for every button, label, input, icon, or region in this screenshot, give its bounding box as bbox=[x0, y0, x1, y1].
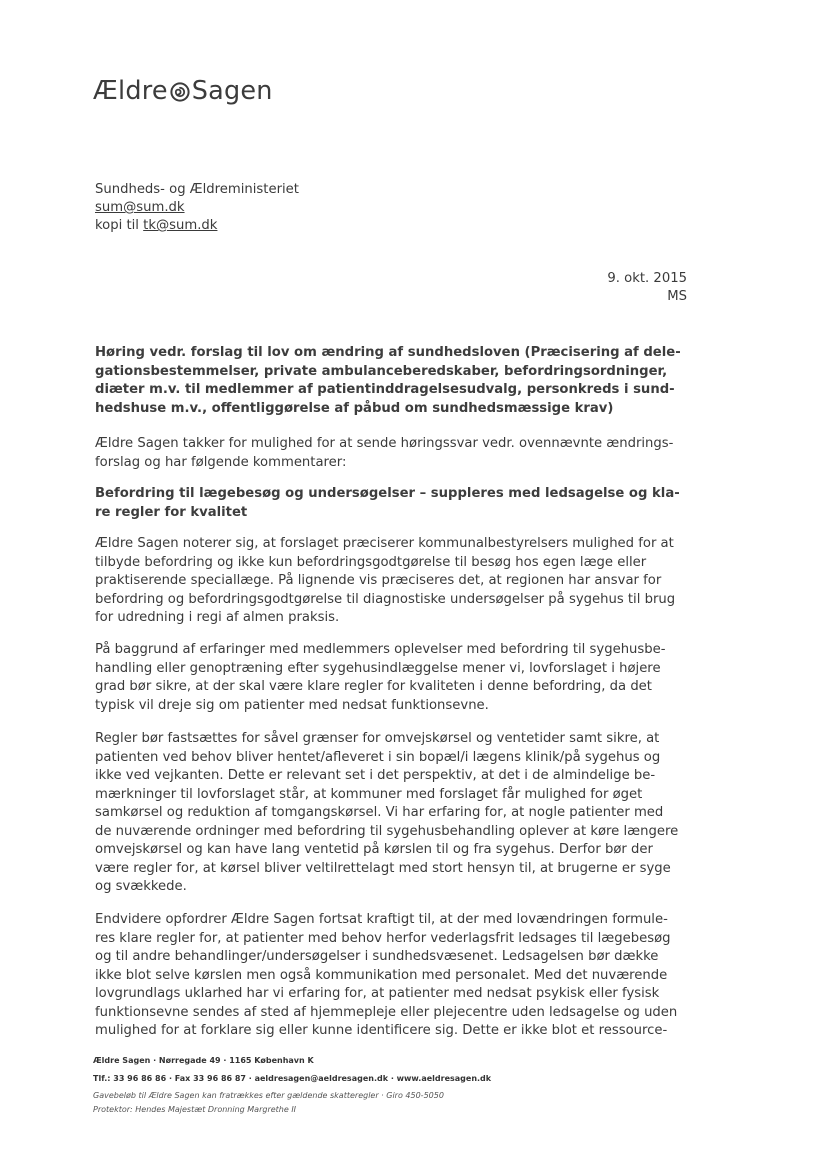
footer-patron: Protektor: Hendes Majestæt Dronning Margrethe II bbox=[93, 1104, 297, 1114]
text-line: ikke blot selve kørslen men også kommunikation med personalet. Med det nuværende bbox=[95, 967, 668, 983]
text-line: handling eller genoptræning efter sygehusindlæggelse mener vi, lovforslaget i højere bbox=[95, 660, 661, 676]
subject-heading bbox=[95, 344, 689, 418]
text-line: Ældre Sagen takker for mulighed for at sende høringssvar vedr. ovennævnte ændrings- bbox=[95, 436, 674, 451]
date-block bbox=[540, 270, 687, 306]
recipient-block bbox=[95, 181, 299, 235]
text-line: ikke ved vejkanten. Dette er relevant set i det perspektiv, at det i de almindelige be- bbox=[95, 768, 656, 783]
text-line: Regler bør fastsættes for såvel grænser for omvejskørsel og ventetider samt sikre, at bbox=[95, 731, 660, 746]
text-line: for udredning i regi af almen praksis. bbox=[95, 610, 340, 625]
heading-line: re regler for kvalitet bbox=[95, 504, 248, 520]
text-line: patienten ved behov bliver hentet/afleveret i sin bopæl/i lægens klinik/på sygehus og bbox=[95, 749, 661, 765]
swirl-icon bbox=[170, 82, 190, 102]
heading-line: Befordring til lægebesøg og undersøgelser – suppleres med ledsagelse og kla- bbox=[95, 486, 680, 501]
recipient-name: Sundheds- og Ældreministeriet bbox=[95, 182, 299, 197]
text-line: praktiserende speciallæge. På lignende vis præciseres det, at regionen har ansvar for bbox=[95, 573, 662, 588]
intro-paragraph bbox=[95, 435, 689, 472]
text-line: omvejskørsel og kan have lang ventetid på kørslen til og fra sygehus. Derfor bør der bbox=[95, 842, 653, 857]
text-line: og til andre behandlinger/undersøgelser i sundhedsvæsenet. Ledsagelsen bør dække bbox=[95, 949, 659, 964]
footer-gift-note: Gavebeløb til Ældre Sagen kan fratrækkes efter gældende skatteregler · Giro 450-5050 bbox=[93, 1091, 444, 1101]
recipient-email-link[interactable]: sum@sum.dk bbox=[95, 200, 185, 215]
author-initials: MS bbox=[667, 289, 687, 304]
text-line: befordring og befordringsgodtgørelse til diagnostiske undersøgelser på sygehus til brug bbox=[95, 591, 676, 607]
text-line: mærkninger til lovforslaget står, at kommuner med forslaget får mulighed for øget bbox=[95, 786, 643, 802]
body-paragraph-2 bbox=[95, 641, 689, 715]
text-line: være regler for, at kørsel bliver veltilrettelagt med stort hensyn til, at brugerne er syge bbox=[95, 860, 671, 876]
organization-logo bbox=[93, 74, 273, 108]
text-line: tilbyde befordring og ikke kun befordringsgodtgørelse til besøg hos egen læge eller bbox=[95, 554, 647, 570]
text-line: Ældre Sagen noterer sig, at forslaget præciserer kommunalbestyrelsers mulighed for at bbox=[95, 536, 674, 551]
copy-email-link[interactable]: tk@sum.dk bbox=[143, 218, 218, 233]
text-line: samkørsel og reduktion af tomgangskørsel. Vi har erfaring for, at nogle patienter med bbox=[95, 805, 664, 820]
text-line: funktionsevne sendes af sted af hjemmepleje eller plejecentre uden ledsagelse og uden bbox=[95, 1004, 678, 1020]
text-line: typisk vil dreje sig om patienter med nedsat funktionsevne. bbox=[95, 697, 489, 713]
text-line: grad bør sikre, at der skal være klare regler for kvaliteten i denne befordring, da det bbox=[95, 679, 652, 694]
logo-text-left: Ældre bbox=[93, 76, 168, 106]
text-line: og svækkede. bbox=[95, 879, 187, 894]
subject-line: hedshuse m.v., offentliggørelse af påbud om sundhedsmæssige krav) bbox=[95, 400, 614, 416]
footer-contact: Tlf.: 33 96 86 86 · Fax 33 96 86 87 · aeldresagen@aeldresagen.dk · www.aeldresagen.dk bbox=[93, 1074, 492, 1084]
body-paragraph-4 bbox=[95, 911, 689, 1041]
footer-address: Ældre Sagen · Nørregade 49 · 1165 København K bbox=[93, 1056, 314, 1065]
body-paragraph-3 bbox=[95, 730, 689, 897]
text-line: de nuværende ordninger med befordring til sygehusbehandling oplever at køre længere bbox=[95, 823, 679, 839]
text-line: forslag og har følgende kommentarer: bbox=[95, 454, 347, 470]
section-heading bbox=[95, 485, 689, 522]
text-line: Endvidere opfordrer Ældre Sagen fortsat kraftigt til, at der med lovændringen formule- bbox=[95, 912, 668, 927]
text-line: mulighed for at forklare sig eller kunne identificere sig. Dette er ikke blot et ressource- bbox=[95, 1023, 668, 1038]
letter-footer bbox=[93, 1054, 693, 1116]
subject-line: diæter m.v. til medlemmer af patientinddragelsesudvalg, personkreds i sund- bbox=[95, 382, 675, 397]
subject-line: Høring vedr. forslag til lov om ændring af sundhedsloven (Præcisering af dele- bbox=[95, 345, 681, 360]
letter-date: 9. okt. 2015 bbox=[607, 271, 687, 286]
body-paragraph-1 bbox=[95, 535, 689, 628]
copy-prefix: kopi til bbox=[95, 218, 139, 233]
logo-text-right: Sagen bbox=[191, 76, 273, 106]
text-line: res klare regler for, at patienter med behov herfor vederlagsfrit ledsages til lægebesøg bbox=[95, 930, 671, 946]
subject-line: gationsbestemmelser, private ambulanceberedskaber, befordringsordninger, bbox=[95, 363, 668, 379]
text-line: lovgrundlags uklarhed har vi erfaring for, at patienter med nedsat psykisk eller fysisk bbox=[95, 986, 660, 1001]
text-line: På baggrund af erfaringer med medlemmers oplevelser med befordring til sygehusbe- bbox=[95, 642, 666, 657]
